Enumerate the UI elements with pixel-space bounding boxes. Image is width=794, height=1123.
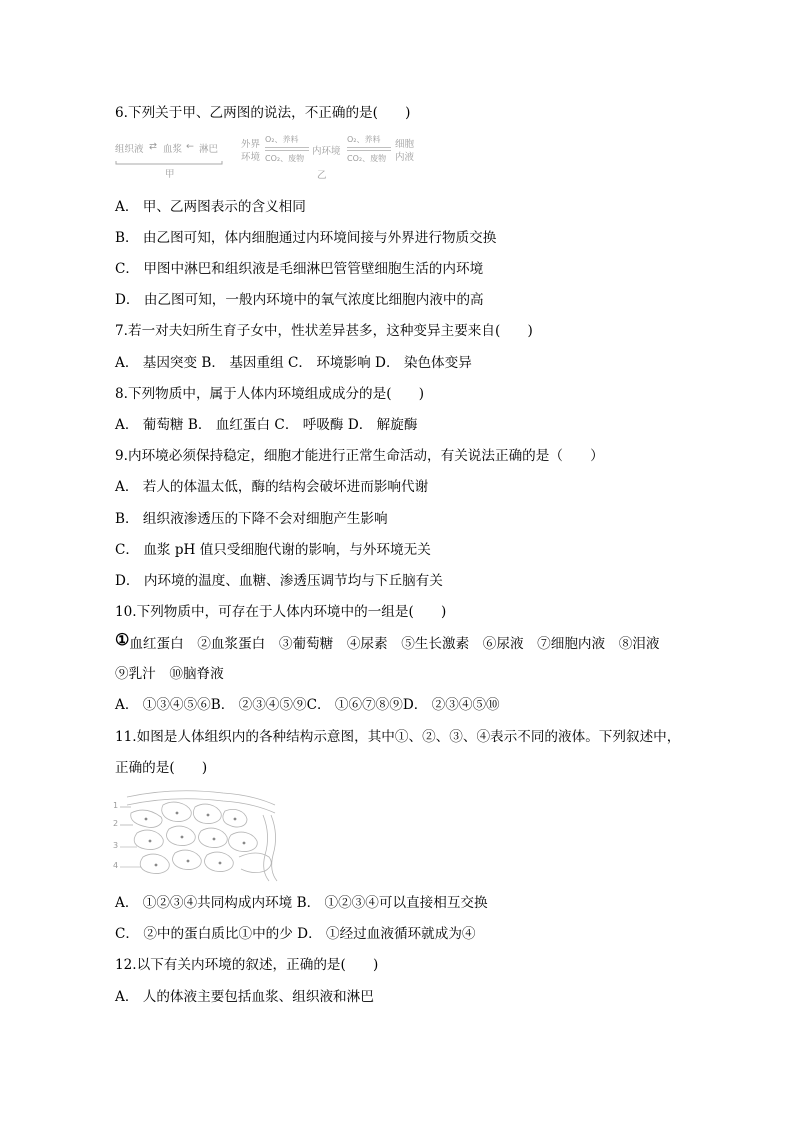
q9-option-c: C． 血浆 pH 值只受细胞代谢的影响，与外环境无关 [115,542,431,558]
yi-arrows-2 [346,146,392,152]
yi-top-2: O₂、养料 [347,135,381,144]
yi-inner-2: 内液 [395,152,415,163]
q10-items-line2: ⑨乳汁 ⑩脑脊液 [115,666,224,682]
q8-options: A． 葡萄糖 B． 血红蛋白 C． 呼吸酶 D． 解旋酶 [115,417,418,433]
q6-option-a: A． 甲、乙两图表示的含义相同 [115,199,306,215]
yi-top-1: O₂、养料 [265,135,299,144]
yi-arrows-1 [264,146,310,152]
yi-bottom-2: CO₂、废物 [347,154,387,163]
q10-options: A． ①③④⑤⑥B． ②③④⑤⑨C． ①⑥⑦⑧⑨D． ②③④⑤⑩ [115,697,500,713]
figure-label-4: 4 [113,861,119,870]
q6-stem: 6.下列关于甲、乙两图的说法，不正确的是( ) [115,105,411,121]
q9-stem: 9.内环境必须保持稳定，细胞才能进行正常生命活动，有关说法正确的是（ ） [115,448,604,464]
figure-label-2: 2 [113,819,119,828]
yi-label: 乙 [317,170,327,181]
q11-stem-line1: 11.如图是人体组织内的各种结构示意图，其中①、②、③、④表示不同的液体。下列叙述中， [115,729,681,745]
q10-items-line1 [115,630,660,653]
figure-label-3: 3 [113,841,119,850]
q11-options-line1: A． ①②③④共同构成内环境 B． ①②③④可以直接相互交换 [115,895,488,911]
q7-options: A． 基因突变 B． 基因重组 C． 环境影响 D． 染色体变异 [115,355,472,371]
q8-stem: 8.下列物质中，属于人体内环境组成成分的是( ) [115,386,425,402]
yi-outer-2: 环境 [241,152,261,163]
figure-label-1: 1 [113,801,119,810]
q11-stem-line2: 正确的是( ) [115,760,208,776]
q6-option-c: C． 甲图中淋巴和组织液是毛细淋巴管管壁细胞生活的内环境 [115,261,484,277]
q10-stem: 10.下列物质中，可存在于人体内环境中的一组是( ) [115,604,447,620]
jia-left-text: 组织液 [115,144,144,155]
jia-right-text: 淋巴 [199,144,219,155]
jia-middle-text: 血浆 [163,144,183,155]
q11-options-line2: C． ②中的蛋白质比①中的少 D． ①经过血液循环就成为④ [115,926,476,942]
yi-center: 内环境 [312,146,341,157]
q12-option-a: A． 人的体液主要包括血浆、组织液和淋巴 [115,989,374,1005]
yi-outer-1: 外界 [241,139,261,150]
q12-stem: 12.以下有关内环境的叙述，正确的是( ) [115,957,379,973]
q10-item1-marker: ① [115,630,130,649]
yi-bottom-1: CO₂、废物 [265,154,305,163]
jia-label: 甲 [165,169,175,180]
q7-stem: 7.若一对夫妇所生育子女中，性状差异甚多，这种变异主要来自( ) [115,323,533,339]
jia-arrow2: ← [186,141,194,152]
yi-inner-1: 细胞 [395,139,415,150]
q10-items-text: 血红蛋白 ②血浆蛋白 ③葡萄糖 ④尿素 ⑤生长激素 ⑥尿液 ⑦细胞内液 ⑧泪液 [129,636,660,652]
q9-option-b: B． 组织液渗透压的下降不会对细胞产生影响 [115,511,388,527]
q9-option-d: D． 内环境的温度、血糖、渗透压调节均与下丘脑有关 [115,573,443,589]
q6-diagram [113,134,423,182]
jia-arrow1: ⇄ [149,141,157,152]
tissue-structure-figure [113,785,281,885]
q9-option-a: A． 若人的体温太低，酶的结构会破坏进而影响代谢 [115,479,429,495]
q6-option-d: D． 由乙图可知，一般内环境中的氧气浓度比细胞内液中的高 [115,292,484,308]
q6-option-b: B． 由乙图可知，体内细胞通过内环境间接与外界进行物质交换 [115,230,497,246]
